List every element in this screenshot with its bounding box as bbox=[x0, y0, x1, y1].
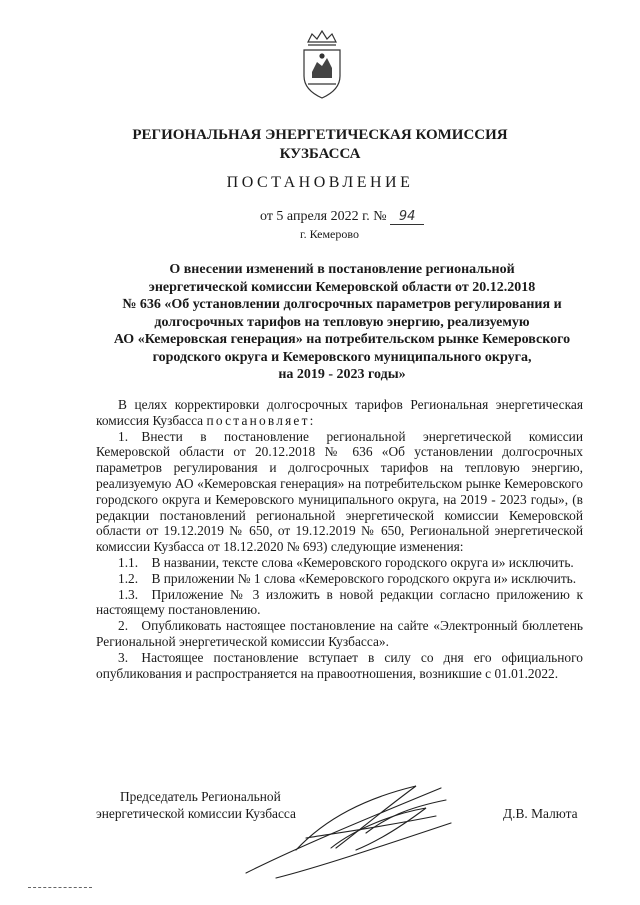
intro-paragraph bbox=[96, 397, 583, 429]
signer-position-line2: энергетической комиссии Кузбасса bbox=[96, 806, 296, 821]
title-line: долгосрочных тарифов на тепловую энергию, реализуемую bbox=[154, 314, 530, 330]
paragraph-1-1: 1.1. В названии, тексте слова «Кемеровского городского округа и» исключить. bbox=[118, 554, 574, 570]
intro-resolves: постановляет: bbox=[206, 412, 316, 428]
org-name-line2: КУЗБАССА bbox=[279, 146, 361, 162]
paragraph-2: 2. Опубликовать настоящее постановление на сайте «Электронный бюллетень Региональной энергетической комиссии Кузбасса». bbox=[96, 618, 583, 649]
paragraph-3: 3. Настоящее постановление вступает в силу со дня его официального опубликования и распространяется на правоотношения, возникшие с 01.01.2022. bbox=[96, 649, 583, 681]
signer-name: Д.В. Малюта bbox=[503, 806, 578, 821]
org-name-line1: РЕГИОНАЛЬНАЯ ЭНЕРГЕТИЧЕСКАЯ КОМИССИЯ bbox=[132, 127, 508, 143]
title-line: энергетической комиссии Кемеровской области от 20.12.2018 bbox=[148, 279, 536, 295]
title-line: О внесении изменений в постановление региональной bbox=[169, 262, 515, 277]
document-number: 94 bbox=[390, 209, 424, 225]
document-date: от 5 апреля 2022 г. № bbox=[260, 209, 387, 224]
intro-text: В целях корректировки долгосрочных тарифов Региональная энергетическая комиссия Кузбасса bbox=[96, 397, 583, 428]
title-line: № 636 «Об установлении долгосрочных параметров регулирования и bbox=[122, 297, 562, 312]
footer-divider bbox=[28, 887, 92, 888]
paragraph-1: 1. Внести в постановление региональной энергетической комиссии Кемеровской области от 20.12.2018 № 636 «Об установлении долгосрочных параметров регулирования и долгосрочных тарифов на тепловую энергию, реализуемую АО «Кемеровская генерация» на потребительском рынке Кемеровского городского округа и Кемеровского муниципального округа, на 2019 - 2023 годы», (в редакции постановлений региональной энергетической комиссии Кемеровской области от 19.12.2019 № 650, от 19.12.2019 № 650, Региональной энергетической комиссии Кузбасса от 18.12.2020 № 693) следующие изменения: bbox=[96, 428, 583, 555]
date-line bbox=[260, 209, 424, 225]
paragraph-1-2: 1.2. В приложении № 1 слова «Кемеровского городского округа и» исключить. bbox=[118, 570, 577, 586]
paragraph-1-3: 1.3. Приложение № 3 изложить в новой редакции согласно приложению к настоящему постановлению. bbox=[96, 586, 583, 618]
document-title bbox=[92, 261, 592, 384]
title-line: АО «Кемеровская генерация» на потребительском рынке Кемеровского bbox=[113, 332, 571, 347]
document-body bbox=[96, 397, 583, 681]
title-line: городского округа и Кемеровского муниципального округа, bbox=[152, 349, 532, 365]
document-type: ПОСТАНОВЛЕНИЕ bbox=[226, 174, 414, 191]
title-line: на 2019 - 2023 годы» bbox=[278, 367, 406, 382]
document-city: г. Кемерово bbox=[300, 227, 359, 241]
handwritten-signature bbox=[236, 778, 466, 888]
signer-position-line1: Председатель Региональной bbox=[120, 789, 281, 804]
coat-of-arms-icon bbox=[300, 28, 344, 102]
